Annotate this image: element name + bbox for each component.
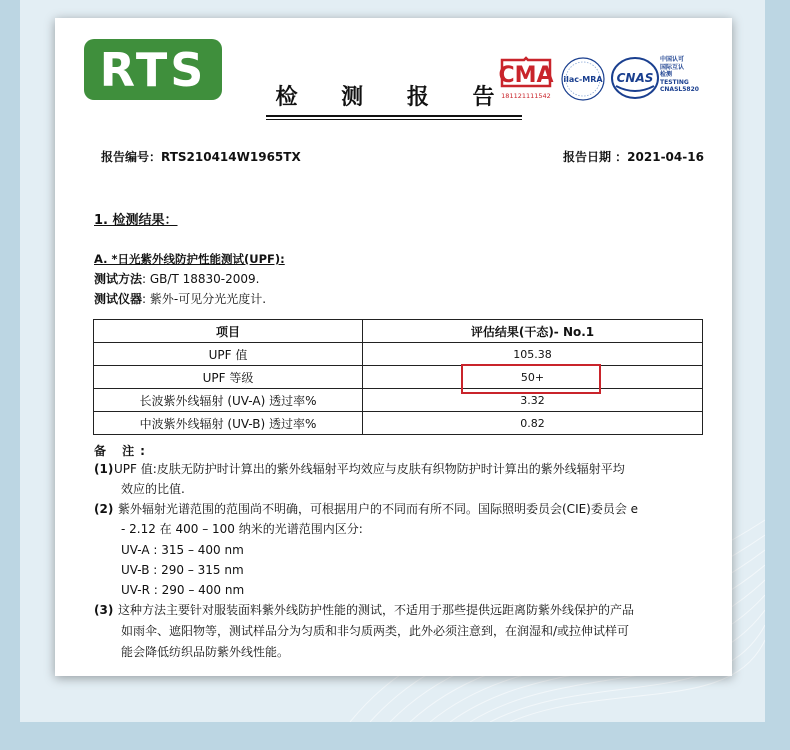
cma-certification-icon xyxy=(494,56,558,104)
notes-heading: 备 注: xyxy=(94,444,151,458)
section-heading: 1. 检测结果： xyxy=(94,213,178,228)
table-row xyxy=(94,343,703,366)
note-1-line: 效应的比值. xyxy=(121,482,185,496)
cnas-line: TESTING xyxy=(660,78,689,86)
table-cell-result: 3.32 xyxy=(363,389,703,412)
test-instrument xyxy=(94,290,266,307)
cnas-line: CNASL5820 xyxy=(660,86,699,93)
rts-logo: RTS xyxy=(84,39,222,100)
cma-logo-text: CMA xyxy=(498,63,554,88)
note-3-number: (3) xyxy=(94,603,114,617)
test-method-value: : GB/T 18830-2009. xyxy=(142,272,260,286)
table-row xyxy=(94,389,703,412)
cnas-icon xyxy=(610,56,660,100)
test-method xyxy=(94,270,259,287)
note-1-number: (1) xyxy=(94,462,114,476)
uva-range: UV-A : 315 – 400 nm xyxy=(121,543,244,557)
report-number: 报告编号：RTS210414W1965TX xyxy=(101,150,301,164)
test-method-label: 测试方法 xyxy=(94,272,143,286)
test-instrument-value: : 紫外-可见分光光度计. xyxy=(142,292,267,306)
note-3-line: 能会降低纺织品防紫外线性能。 xyxy=(121,645,290,659)
cnas-line: 中国认可 xyxy=(660,56,685,63)
cnas-logo-text: CNAS xyxy=(616,71,654,85)
title-underline-thin xyxy=(266,119,522,120)
table-row xyxy=(94,412,703,435)
table-cell-item: 长波紫外线辐射 (UV-A) 透过率% xyxy=(94,389,363,412)
report-date: 报告日期 ：2021-04-16 xyxy=(563,150,704,164)
results-table xyxy=(93,319,703,435)
test-instrument-label: 测试仪器 xyxy=(94,292,143,306)
note-1-line: UPF 值:皮肤无防护时计算出的紫外线辐射平均效应与皮肤有织物防护时计算出的紫外线辐射平均 xyxy=(114,462,625,476)
uvr-range: UV-R : 290 – 400 nm xyxy=(121,583,245,597)
note-2-line: 紫外辐射光谱范围的范围尚不明确，可根据用户的不同而有所不同。国际照明委员会(CIE)委员会 e xyxy=(118,502,639,516)
highlight-box xyxy=(461,364,601,394)
table-row xyxy=(94,366,703,389)
table-cell-item: UPF 等级 xyxy=(94,366,363,389)
table-header-row xyxy=(94,320,703,343)
note-3-line: 如雨伞、遮阳物等，测试样品分为匀质和非匀质两类，此外必须注意到，在润湿和/或拉伸试样可 xyxy=(121,624,630,638)
column-header-item: 项目 xyxy=(94,320,363,343)
ilac-logo-text: ilac-MRA xyxy=(563,75,603,84)
subsection-heading: A. *日光紫外线防护性能测试(UPF): xyxy=(94,252,285,266)
table-cell-item: UPF 值 xyxy=(94,343,363,366)
table-cell-result: 105.38 xyxy=(363,343,703,366)
title-underline xyxy=(266,115,522,117)
cnas-line: 国际互认 xyxy=(660,63,685,71)
ilac-mra-icon xyxy=(560,56,606,102)
cnas-accreditation-text xyxy=(660,56,710,94)
report-title: 检 测 报 告 xyxy=(275,84,513,110)
table-cell-item: 中波紫外线辐射 (UV-B) 透过率% xyxy=(94,412,363,435)
table-cell-result: 0.82 xyxy=(363,412,703,435)
note-3-line: 这种方法主要针对服装面料紫外线防护性能的测试，不适用于那些提供远距离防紫外线保护的产品 xyxy=(118,603,635,617)
table-cell-result: 50+ xyxy=(363,366,703,389)
note-2-line: - 2.12 在 400 – 100 纳米的光谱范围内区分: xyxy=(121,522,363,536)
cnas-line: 检测 xyxy=(660,71,673,78)
column-header-result: 评估结果(干态)- No.1 xyxy=(363,320,703,343)
cma-number: 181121111542 xyxy=(501,92,551,100)
uvb-range: UV-B : 290 – 315 nm xyxy=(121,563,244,577)
note-2-number: (2) xyxy=(94,502,114,516)
